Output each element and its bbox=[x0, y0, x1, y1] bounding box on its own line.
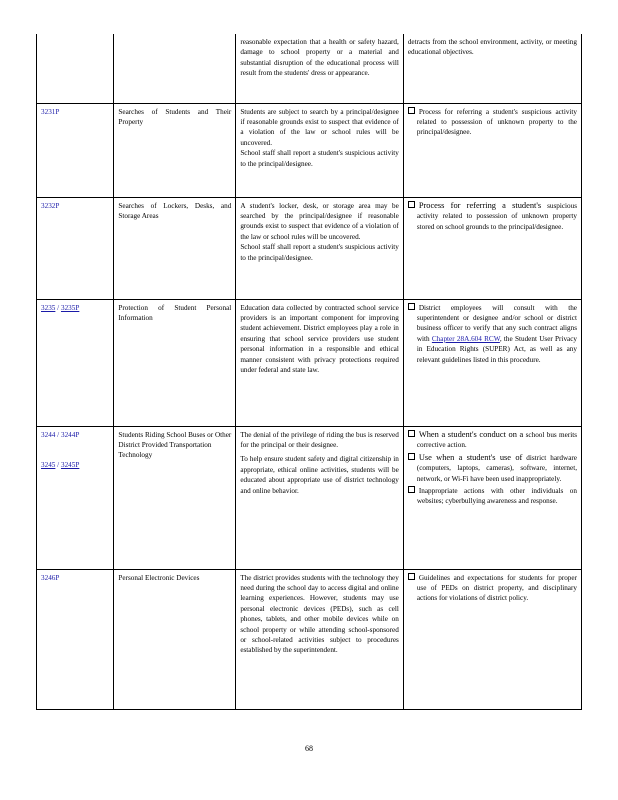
page-number: 68 bbox=[305, 744, 313, 753]
description-text: Students are subject to search by a principal/designee if reasonable grounds exist to suspect that evidence of a violation of the law or school rules will be uncovered. bbox=[240, 107, 399, 147]
checkbox-bullet-icon bbox=[408, 107, 415, 114]
policy-title: Searches of Students and Their Property bbox=[114, 103, 236, 197]
table-row bbox=[37, 103, 582, 197]
checkbox-bullet-icon bbox=[408, 453, 415, 460]
code-cell: 3244 / 3244P 3245 / 3245P bbox=[37, 426, 114, 569]
checkbox-bullet-icon bbox=[408, 201, 415, 208]
rcw-link[interactable]: Chapter 28A.604 RCW bbox=[431, 334, 500, 343]
procedure-link-3245p[interactable]: 3245P bbox=[60, 460, 80, 469]
procedure-cell bbox=[403, 34, 581, 103]
policy-code-3244: 3244 bbox=[41, 430, 56, 439]
policy-title: Personal Electronic Devices bbox=[114, 569, 236, 709]
description-cell bbox=[236, 103, 404, 197]
policy-code: 3231P bbox=[41, 107, 60, 116]
procedure-link-3235p[interactable]: 3235P bbox=[60, 303, 80, 312]
procedure-cell bbox=[403, 569, 581, 709]
procedure-bullet bbox=[408, 430, 577, 451]
description-text: The denial of the privilege of riding the bus is reserved for the principal or their designee. bbox=[240, 430, 399, 449]
description-text: School staff shall report a student's suspicious activity to the principal/designee. bbox=[240, 149, 399, 168]
code-cell bbox=[37, 103, 114, 197]
procedure-code-3244p: 3244P bbox=[60, 430, 80, 439]
policy-title: Searches of Lockers, Desks, and Storage Areas bbox=[114, 197, 236, 299]
procedure-text: , the Student User Privacy in Education Rights (SUPER) Act, as well as any relevant guidelines listed in this procedure. bbox=[416, 334, 578, 364]
procedure-text: suspicious activity related to possession of unknown property stored on school grounds to the principal/designee. bbox=[416, 201, 578, 231]
description-text: School staff shall report a student's suspicious activity to the principal/designee. bbox=[240, 243, 399, 262]
policy-table bbox=[36, 34, 582, 710]
procedure-bullet bbox=[408, 201, 577, 232]
table-row bbox=[37, 197, 582, 299]
procedure-bullet bbox=[408, 107, 577, 138]
policy-code: 3232P bbox=[41, 201, 60, 210]
procedure-bullet bbox=[408, 573, 577, 604]
policy-link-3235[interactable]: 3235 bbox=[41, 303, 56, 312]
description-text: A student's locker, desk, or storage area may be searched by the principal/designee if reasonable grounds exist to suspect that evidence of a violation of the law or school rules will be uncovered. bbox=[240, 201, 399, 241]
policy-link-3245[interactable]: 3245 bbox=[41, 460, 56, 469]
table-row bbox=[37, 34, 582, 103]
description-cell bbox=[236, 197, 404, 299]
policy-title: Students Riding School Buses or Other District Provided Transportation bbox=[118, 430, 232, 449]
description-cell bbox=[236, 426, 404, 569]
code-cell: 3235 / 3235P bbox=[37, 299, 114, 426]
procedure-text: Guidelines and expectations for students for proper use of PEDs on district property, and disciplinary actions for violations of district policy. bbox=[416, 573, 577, 603]
policy-title: Protection of Student Personal Information bbox=[114, 299, 236, 426]
procedure-text: District employees will consult with the superintendent or designee and/or school or district business officer to verify that any such contract aligns with bbox=[416, 303, 577, 343]
procedure-lead: Process for referring a student's bbox=[418, 200, 542, 210]
policy-code: 3246P bbox=[41, 573, 60, 582]
checkbox-bullet-icon bbox=[408, 486, 415, 493]
procedure-lead: Use when a student's use of bbox=[418, 452, 523, 462]
description-text: To help ensure student safety and digital citizenship in appropriate, ethical online activities, students will be educated about appropriate use of district technology and online behavior. bbox=[240, 455, 399, 495]
code-cell bbox=[37, 34, 114, 103]
procedure-bullet bbox=[408, 486, 577, 507]
procedure-cell bbox=[403, 426, 581, 569]
policy-table-page bbox=[36, 34, 582, 710]
checkbox-bullet-icon bbox=[408, 430, 415, 437]
procedure-cell bbox=[403, 103, 581, 197]
title-cell bbox=[114, 34, 236, 103]
procedure-cell bbox=[403, 299, 581, 426]
procedure-cell bbox=[403, 197, 581, 299]
procedure-lead: When a student's conduct on a bbox=[418, 429, 524, 439]
procedure-text: Inappropriate actions with other individuals on websites; cyberbullying awareness and response. bbox=[416, 486, 577, 506]
description-cell: The district provides students with the technology they need during the school day to access digital and online learning experiences. However, students may use personal electronic devices (PEDs), such as cell phones, tablets, and other mobile devices while on school property or while attending school-sponsored or school-related activities subject to procedures established by the superintendent. bbox=[236, 569, 404, 709]
description-cell: Education data collected by contracted school service providers is an important component for improving student achievement. District employees play a role in ensuring that school service providers use student personal information in a responsible and ethical manner consistent with privacy protections required under federal and state law. bbox=[236, 299, 404, 426]
procedure-bullet bbox=[408, 303, 577, 365]
description-cell: reasonable expectation that a health or safety hazard, damage to school property or a material and substantial disruption of the educational process will result from the students' dress or appearance. bbox=[236, 34, 404, 103]
checkbox-bullet-icon bbox=[408, 573, 415, 580]
procedure-text: Process for referring a student's suspicious activity related to possession of unknown property to the principal/designee. bbox=[416, 107, 577, 137]
table-row bbox=[37, 426, 582, 569]
title-cell bbox=[114, 426, 236, 569]
procedure-text: school bus merits corrective action. bbox=[416, 430, 578, 450]
procedure-bullet bbox=[408, 453, 577, 484]
table-row bbox=[37, 569, 582, 709]
policy-title: Technology bbox=[118, 451, 153, 460]
procedure-text: district hardware (computers, laptops, cameras), software, internet, network, or Wi-Fi have been used inappropriately. bbox=[416, 453, 577, 483]
procedure-text: detracts from the school environment, activity, or meeting educational objectives. bbox=[407, 38, 577, 57]
code-cell bbox=[37, 197, 114, 299]
checkbox-bullet-icon bbox=[408, 303, 415, 310]
code-cell bbox=[37, 569, 114, 709]
table-row bbox=[37, 299, 582, 426]
